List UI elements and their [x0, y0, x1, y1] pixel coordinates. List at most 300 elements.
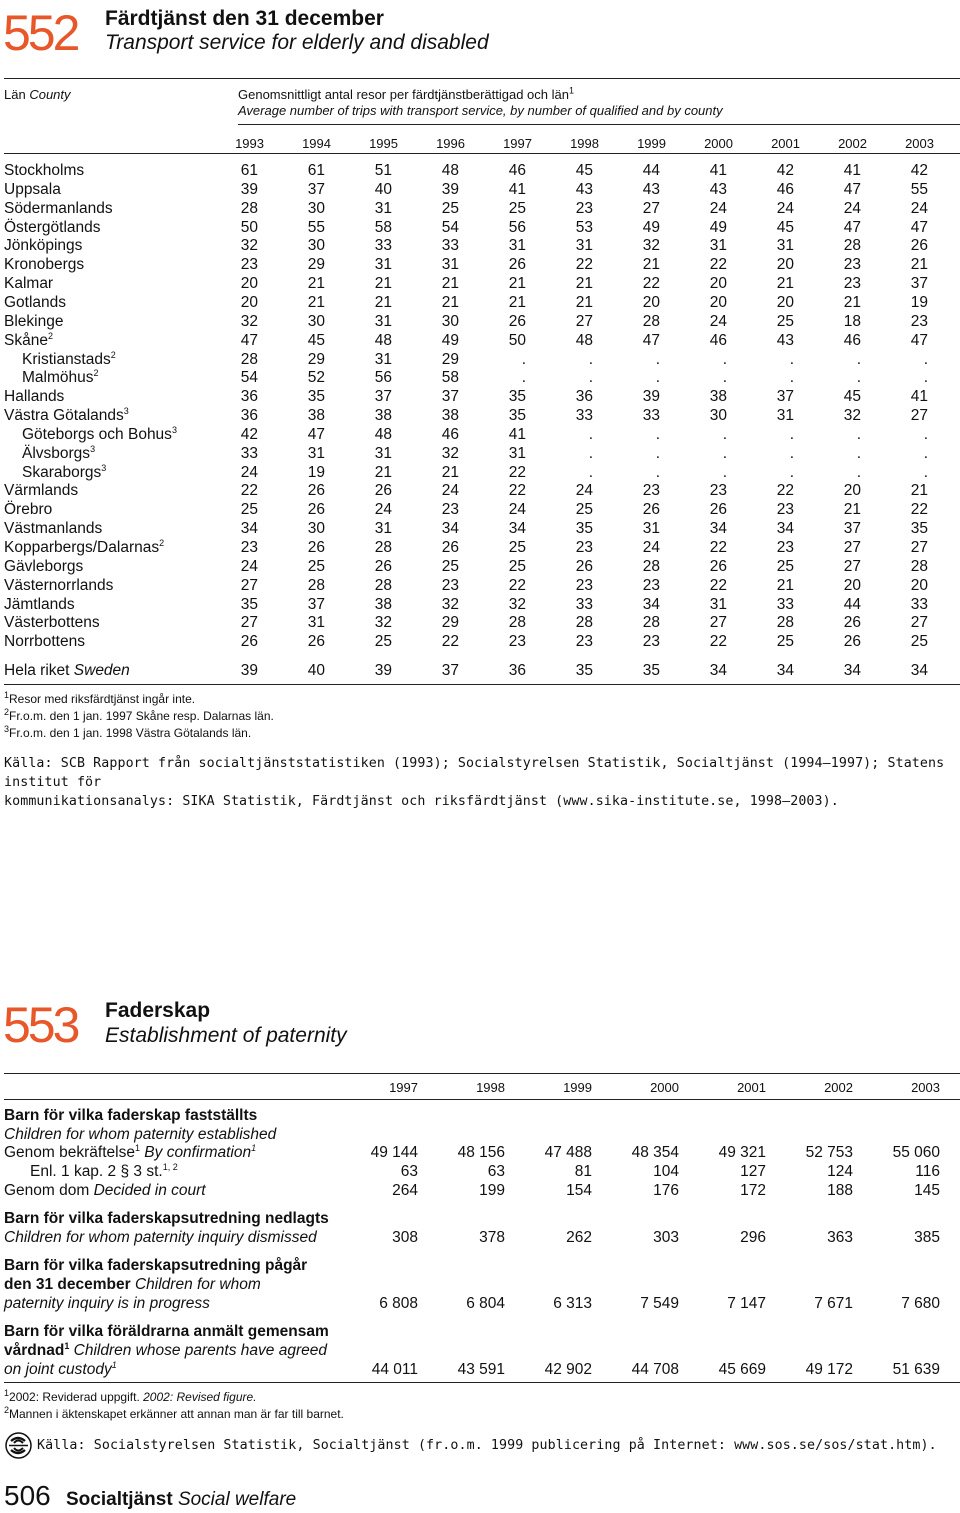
- table-cell: 20: [709, 293, 727, 311]
- table-row: [4, 181, 960, 200]
- table-cell: 19: [307, 463, 325, 481]
- table-cell: 36: [575, 388, 593, 406]
- table-cell: 21: [843, 501, 861, 519]
- table-cell: 26: [642, 501, 660, 519]
- table-cell: 20: [709, 275, 727, 293]
- table-cell: 34: [843, 662, 861, 679]
- table-cell: 51 639: [892, 1361, 940, 1378]
- table-cell: 264: [392, 1182, 418, 1199]
- table-cell: 47: [843, 218, 861, 236]
- table-cell: 45: [843, 388, 861, 406]
- table-cell: 47 488: [544, 1144, 592, 1161]
- table-cell: 31: [642, 520, 660, 538]
- table-cell: 22: [776, 482, 794, 500]
- table-cell: 27: [843, 539, 861, 556]
- table-row: [4, 501, 960, 520]
- table-cell: 22: [709, 539, 727, 556]
- table-cell: 23: [910, 312, 928, 330]
- table-cell: 7 147: [727, 1295, 766, 1312]
- table-cell: 363: [827, 1229, 853, 1246]
- table-cell: .: [856, 350, 861, 368]
- table-cell: 21: [575, 293, 593, 311]
- table-cell: 34: [240, 520, 258, 538]
- year-header: 1997: [389, 1080, 418, 1095]
- table-cell: 61: [240, 162, 258, 179]
- table-cell: 53: [575, 218, 593, 236]
- table-cell: 34: [776, 662, 794, 679]
- row-label: Norrbottens: [4, 633, 85, 651]
- table-cell: .: [789, 444, 794, 462]
- table-cell: 47: [240, 331, 258, 349]
- table-cell: 26: [508, 312, 526, 330]
- table-cell: .: [655, 369, 660, 387]
- table-cell: 27: [709, 614, 727, 632]
- table-cell: 26: [709, 557, 727, 575]
- table-552-description-en: Average number of trips with transport service, by number of qualified and by county: [238, 103, 723, 118]
- table-cell: .: [655, 444, 660, 462]
- table-cell: 37: [910, 275, 928, 293]
- table-row: [4, 633, 960, 652]
- table-cell: 61: [307, 162, 325, 179]
- table-cell: 48: [575, 331, 593, 349]
- row-label: Uppsala: [4, 180, 61, 198]
- table-cell: 23: [776, 539, 794, 556]
- table-cell: 52 753: [805, 1144, 853, 1161]
- table-cell: .: [722, 369, 727, 387]
- table-cell: 55: [307, 218, 325, 236]
- table-cell: 23: [642, 633, 660, 651]
- table-cell: 33: [374, 237, 392, 255]
- table-cell: 28: [642, 614, 660, 632]
- table-cell: 33: [776, 595, 794, 613]
- table-cell: 26: [441, 539, 459, 556]
- table-cell: 55: [910, 180, 928, 198]
- year-header: 2003: [911, 1080, 940, 1095]
- table-cell: 38: [307, 407, 325, 425]
- table-cell: 21: [910, 256, 928, 274]
- year-header: 1996: [436, 136, 465, 151]
- table-cell: 32: [240, 312, 258, 330]
- year-header: 1999: [563, 1080, 592, 1095]
- rule: [4, 1073, 960, 1074]
- table-cell: 26: [843, 633, 861, 651]
- row-label: Hela riket Sweden: [4, 662, 130, 679]
- table-cell: 20: [642, 293, 660, 311]
- table-cell: 48 354: [631, 1144, 679, 1161]
- column-label-county: Län County: [4, 87, 71, 102]
- table-cell: 58: [441, 369, 459, 387]
- table-cell: 19: [910, 293, 928, 311]
- table-row: [4, 313, 960, 332]
- table-cell: 42: [776, 162, 794, 179]
- table-cell: 21: [374, 275, 392, 293]
- table-cell: .: [923, 463, 928, 481]
- table-cell: 28: [240, 350, 258, 368]
- table-cell: 28: [642, 557, 660, 575]
- table-cell: 21: [374, 463, 392, 481]
- table-cell: 49: [709, 218, 727, 236]
- table-cell: .: [655, 350, 660, 368]
- table-cell: 39: [642, 388, 660, 406]
- table-cell: 43: [709, 180, 727, 198]
- table-cell: 45 669: [718, 1361, 766, 1378]
- section-title-en: Children for whom paternity established: [4, 1126, 277, 1143]
- table-cell: .: [856, 463, 861, 481]
- table-cell: .: [521, 369, 526, 387]
- table-row: [4, 162, 960, 181]
- table-cell: 172: [740, 1182, 766, 1199]
- table-cell: 25: [776, 633, 794, 651]
- table-cell: 46: [843, 331, 861, 349]
- table-cell: 35: [575, 520, 593, 538]
- year-header: 1999: [637, 136, 666, 151]
- table-cell: 21: [508, 293, 526, 311]
- table-cell: 44: [642, 162, 660, 179]
- table-cell: 40: [307, 662, 325, 679]
- table-cell: 23: [776, 501, 794, 519]
- table-cell: 27: [910, 407, 928, 425]
- table-cell: 40: [374, 180, 392, 198]
- table-number-552: 552: [3, 5, 78, 61]
- table-row-total: [4, 662, 960, 681]
- table-row: [4, 558, 960, 577]
- table-cell: .: [588, 444, 593, 462]
- source-note-552: Källa: SCB Rapport från socialtjänststatistiken (1993); Socialstyrelsen Statistik, Socialtjänst (1994–1997); Statens institut för kommunikationsanalys: SIKA Statistik, Färdtjänst och riksfärdtjänst (www.sika-institute.se, 1998–2003).: [4, 756, 945, 809]
- table-cell: 55 060: [892, 1144, 940, 1161]
- table-cell: 47: [910, 331, 928, 349]
- table-cell: 37: [307, 180, 325, 198]
- table-cell: 23: [642, 482, 660, 500]
- table-cell: 30: [307, 520, 325, 538]
- table-row: [4, 275, 960, 294]
- table-cell: 31: [441, 256, 459, 274]
- table-cell: 25: [776, 557, 794, 575]
- table-cell: .: [789, 425, 794, 443]
- row-label: Gotlands: [4, 293, 67, 311]
- table-cell: 81: [574, 1163, 592, 1180]
- table-row: [4, 407, 960, 426]
- year-header: 1998: [476, 1080, 505, 1095]
- table-cell: 26: [709, 501, 727, 519]
- table-cell: 33: [575, 407, 593, 425]
- table-cell: 37: [441, 662, 459, 679]
- table-cell: 23: [642, 576, 660, 594]
- table-cell: 35: [575, 662, 593, 679]
- table-cell: 20: [776, 256, 794, 274]
- table-cell: 20: [843, 576, 861, 594]
- table-row: [4, 351, 960, 370]
- table-cell: 21: [642, 256, 660, 274]
- table-cell: .: [856, 369, 861, 387]
- table-row: [4, 614, 960, 633]
- table-cell: 23: [575, 576, 593, 594]
- row-label: Västmanlands: [4, 520, 103, 538]
- row-label: Blekinge: [4, 312, 64, 330]
- table-cell: 44 708: [631, 1361, 679, 1378]
- year-header: 1993: [235, 136, 264, 151]
- table-cell: 33: [240, 444, 258, 462]
- table-cell: 30: [709, 407, 727, 425]
- table-cell: 32: [374, 614, 392, 632]
- table-cell: 26: [843, 614, 861, 632]
- table-cell: 24: [776, 199, 794, 217]
- table-cell: 32: [240, 237, 258, 255]
- table-cell: 25: [508, 199, 526, 217]
- table-cell: 28: [508, 614, 526, 632]
- footnote-3: $^3$Fr.o.m. den 1 jan. 1998 Västra Götalands län.: [4, 724, 252, 740]
- table-cell: 63: [487, 1163, 505, 1180]
- row-label: Jämtlands: [4, 595, 75, 613]
- table-cell: 27: [910, 614, 928, 632]
- table-cell: 35: [307, 388, 325, 406]
- table-cell: 25: [575, 501, 593, 519]
- table-cell: .: [722, 463, 727, 481]
- table-cell: 42: [240, 425, 258, 443]
- table-row: [4, 464, 960, 483]
- table-cell: 296: [740, 1229, 766, 1246]
- table-cell: 63: [400, 1163, 418, 1180]
- table-cell: 6 808: [379, 1295, 418, 1312]
- table-row: [4, 237, 960, 256]
- table-cell: 46: [776, 180, 794, 198]
- table-cell: 23: [575, 539, 593, 556]
- table-cell: 36: [240, 388, 258, 406]
- table-cell: .: [789, 463, 794, 481]
- table-cell: .: [923, 444, 928, 462]
- table-cell: 28: [240, 199, 258, 217]
- table-cell: 39: [441, 180, 459, 198]
- rule: [4, 1099, 960, 1100]
- table-cell: 20: [843, 482, 861, 500]
- table-cell: 33: [575, 595, 593, 613]
- table-cell: 28: [374, 576, 392, 594]
- table-cell: 127: [740, 1163, 766, 1180]
- table-cell: 44 011: [371, 1361, 418, 1378]
- table-cell: 26: [307, 501, 325, 519]
- table-cell: 7 671: [814, 1295, 853, 1312]
- table-cell: .: [588, 350, 593, 368]
- table-cell: 34: [508, 520, 526, 538]
- table-row: [4, 369, 960, 388]
- table-cell: 22: [240, 482, 258, 500]
- table-cell: .: [923, 369, 928, 387]
- table-cell: 26: [508, 256, 526, 274]
- table-number-553: 553: [3, 997, 78, 1053]
- table-cell: 18: [843, 312, 861, 330]
- table-cell: 31: [575, 237, 593, 255]
- table-cell: 22: [709, 256, 727, 274]
- table-cell: 176: [653, 1182, 679, 1199]
- row-label: Kristianstads$^2$: [22, 349, 116, 368]
- table-cell: 32: [441, 595, 459, 613]
- table-cell: 28: [307, 576, 325, 594]
- table-cell: .: [789, 369, 794, 387]
- table-cell: 34: [709, 662, 727, 679]
- table-cell: 31: [374, 199, 392, 217]
- table-cell: 48: [441, 162, 459, 179]
- table-cell: 35: [642, 662, 660, 679]
- table-cell: 49 172: [805, 1361, 853, 1378]
- table-row: [4, 577, 960, 596]
- table-cell: 34: [709, 520, 727, 538]
- table-row: [4, 482, 960, 501]
- table-cell: 22: [508, 463, 526, 481]
- row-label: paternity inquiry is in progress: [4, 1295, 210, 1312]
- table-cell: 21: [374, 293, 392, 311]
- table-cell: 41: [508, 425, 526, 443]
- table-cell: 38: [441, 407, 459, 425]
- table-cell: 28: [910, 557, 928, 575]
- row-label: Kalmar: [4, 275, 54, 293]
- table-cell: .: [856, 444, 861, 462]
- row-label: Genom dom Decided in court: [4, 1182, 206, 1199]
- table-cell: 42: [910, 162, 928, 179]
- table-cell: 29: [441, 614, 459, 632]
- table-cell: .: [655, 425, 660, 443]
- table-cell: 31: [374, 256, 392, 274]
- table-cell: 31: [374, 444, 392, 462]
- table-cell: 21: [575, 275, 593, 293]
- table-cell: 26: [307, 633, 325, 651]
- table-cell: .: [722, 350, 727, 368]
- table-cell: .: [722, 444, 727, 462]
- table-cell: 188: [827, 1182, 853, 1199]
- table-cell: 25: [374, 633, 392, 651]
- table-cell: .: [521, 350, 526, 368]
- table-cell: 21: [307, 275, 325, 293]
- row-label: Värmlands: [4, 482, 79, 500]
- table-cell: 36: [240, 407, 258, 425]
- section-title-line2: den 31 december Children for whom: [4, 1276, 261, 1293]
- table-row: [4, 219, 960, 238]
- table-cell: 35: [508, 407, 526, 425]
- table-row: [4, 294, 960, 313]
- table-cell: 50: [240, 218, 258, 236]
- table-cell: 30: [307, 312, 325, 330]
- table-cell: 27: [910, 539, 928, 556]
- table-cell: 33: [642, 407, 660, 425]
- table-cell: 23: [843, 275, 861, 293]
- table-cell: 37: [441, 388, 459, 406]
- table-cell: 46: [709, 331, 727, 349]
- table-cell: .: [588, 463, 593, 481]
- table-cell: 23: [441, 501, 459, 519]
- table-cell: 42 902: [544, 1361, 592, 1378]
- table-cell: 23: [709, 482, 727, 500]
- table-cell: 23: [240, 539, 258, 556]
- table-cell: 6 313: [553, 1295, 592, 1312]
- row-label: Älvsborgs$^3$: [22, 443, 96, 462]
- table-cell: 37: [374, 388, 392, 406]
- table-cell: 36: [508, 662, 526, 679]
- table-cell: 27: [575, 312, 593, 330]
- table-cell: 43: [642, 180, 660, 198]
- table-cell: 38: [374, 407, 392, 425]
- table-cell: 26: [575, 557, 593, 575]
- section-title: Barn för vilka faderskapsutredning nedlagts: [4, 1210, 329, 1227]
- table-row: [4, 426, 960, 445]
- table-cell: 45: [307, 331, 325, 349]
- table-cell: 23: [240, 256, 258, 274]
- table-cell: .: [655, 463, 660, 481]
- table-cell: 35: [240, 595, 258, 613]
- row-label: Göteborgs och Bohus$^3$: [22, 424, 177, 443]
- table-552-description: Genomsnittligt antal resor per färdtjänstberättigad och län$^1$: [238, 85, 574, 102]
- table-cell: 56: [374, 369, 392, 387]
- row-label: Västra Götalands$^3$: [4, 405, 129, 425]
- table-cell: 22: [709, 576, 727, 594]
- table-cell: 58: [374, 218, 392, 236]
- table-cell: .: [588, 425, 593, 443]
- table-cell: 25: [240, 501, 258, 519]
- table-cell: 22: [910, 501, 928, 519]
- table-cell: 30: [307, 237, 325, 255]
- table-cell: 23: [508, 633, 526, 651]
- table-cell: 26: [307, 539, 325, 556]
- source-note-553: Källa: Socialstyrelsen Statistik, Socialtjänst (fr.o.m. 1999 publicering på Internet: www.sos.se/sos/stat.htm).: [37, 1438, 937, 1453]
- table-cell: .: [923, 425, 928, 443]
- table-cell: 22: [508, 482, 526, 500]
- row-label: Västernorrlands: [4, 576, 114, 594]
- table-cell: 30: [307, 199, 325, 217]
- table-cell: 43 591: [457, 1361, 505, 1378]
- table-cell: 41: [709, 162, 727, 179]
- table-cell: 26: [240, 633, 258, 651]
- table-cell: 22: [709, 633, 727, 651]
- table-cell: 31: [776, 237, 794, 255]
- table-cell: 24: [441, 482, 459, 500]
- row-label: Skaraborgs$^3$: [22, 462, 107, 481]
- table-cell: 28: [843, 237, 861, 255]
- table-cell: 124: [827, 1163, 853, 1180]
- table-cell: 26: [374, 482, 392, 500]
- row-label: Kopparbergs/Dalarnas$^2$: [4, 537, 165, 556]
- table-cell: 28: [575, 614, 593, 632]
- table-cell: 23: [441, 576, 459, 594]
- table-cell: 49: [642, 218, 660, 236]
- table-cell: 37: [776, 388, 794, 406]
- table-cell: 31: [307, 614, 325, 632]
- table-cell: 21: [441, 275, 459, 293]
- table-cell: 20: [776, 293, 794, 311]
- table-cell: 34: [642, 595, 660, 613]
- table-cell: 29: [307, 256, 325, 274]
- table-cell: 46: [441, 425, 459, 443]
- table-cell: 34: [776, 520, 794, 538]
- table-cell: 56: [508, 218, 526, 236]
- table-row: [4, 445, 960, 464]
- table-cell: 47: [910, 218, 928, 236]
- table-cell: 20: [240, 275, 258, 293]
- row-label: Skåne$^2$: [4, 330, 53, 349]
- row-label: Genom bekräftelse$^1$ By confirmation$^1$: [4, 1142, 257, 1161]
- table-cell: 54: [441, 218, 459, 236]
- footnote-2: $^2$Fr.o.m. den 1 jan. 1997 Skåne resp. Dalarnas län.: [4, 707, 274, 723]
- row-label: Örebro: [4, 501, 53, 519]
- table-553-subtitle: Establishment of paternity: [105, 1024, 347, 1047]
- rule: [4, 684, 960, 685]
- footnote-1: $^1$2002: Reviderad uppgift. 2002: Revised figure.: [4, 1388, 257, 1404]
- table-cell: 30: [441, 312, 459, 330]
- table-cell: 23: [575, 633, 593, 651]
- table-cell: 31: [709, 237, 727, 255]
- table-cell: 33: [910, 595, 928, 613]
- table-cell: 49 321: [718, 1144, 766, 1161]
- table-cell: 21: [910, 482, 928, 500]
- footnote-2: $^2$Mannen i äktenskapet erkänner att annan man är far till barnet.: [4, 1405, 344, 1421]
- section-title: Barn för vilka föräldrarna anmält gemensam: [4, 1323, 329, 1340]
- table-cell: 24: [843, 199, 861, 217]
